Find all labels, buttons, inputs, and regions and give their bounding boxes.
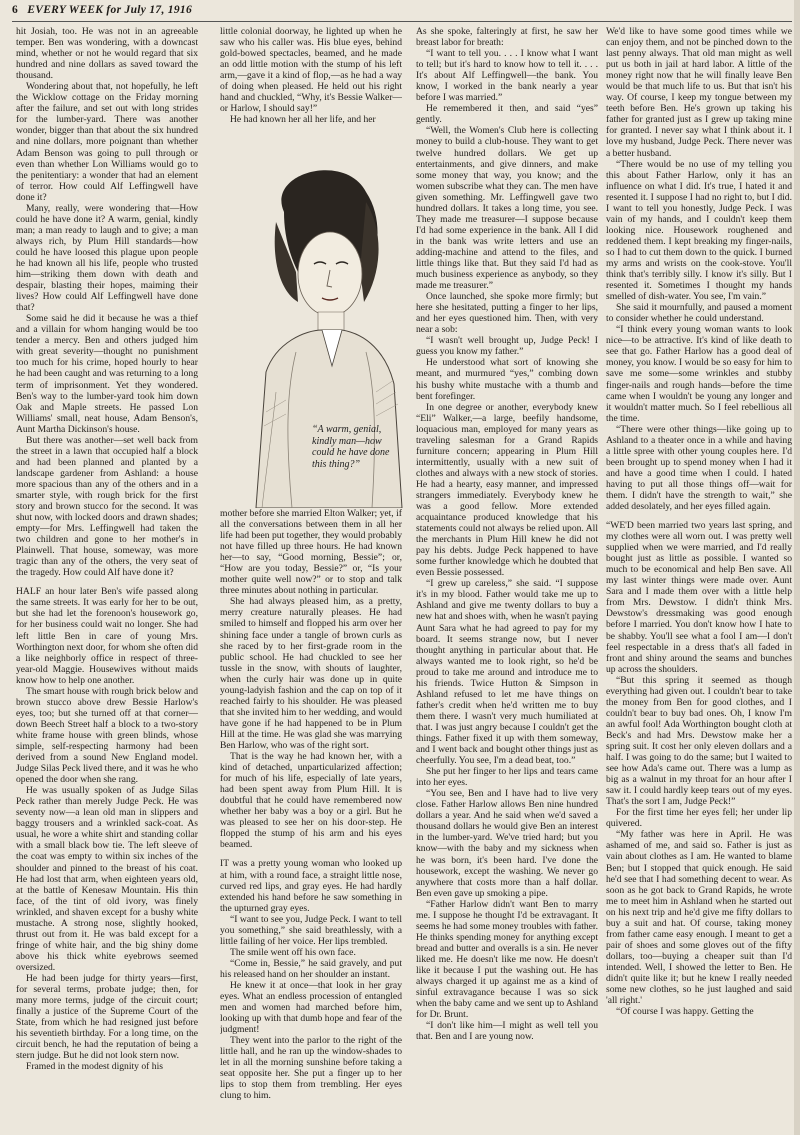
section-start-paragraph: IT was a pretty young woman who looked up at him, with a round face, a straight little nose, curved red lips, and gray eyes. He had hardly extended his hand before he saw something in the upturned gray eyes. (220, 858, 402, 914)
column-1 (16, 26, 198, 1131)
paragraph: “Of course I was happy. Getting the (616, 1006, 754, 1018)
page-number: 6 (12, 4, 19, 16)
paragraph: She said it mournfully, and paused a moment to consider whether he could understand. (606, 302, 792, 325)
paragraph: “Well, the Women's Club here is collecting money to build a club-house. They want to get twelve hundred dollars. We get up entertainments, and give dinners, and make some money that way, you know; and the women subscribe what they can. The men have given something. Mr. Leffingwell gave two hundred dollars. It takes a long time, you see. They made me treasurer—I suppose because I'd had some experience in the bank. All I did in the bank was write letters and use an adding-machine and attend to the files, and little things like that. But they said I'd had as much business experience as anybody, so they made me treasurer.” (416, 125, 598, 292)
illustration-caption: “A warm, genial, kindly man—how could he have done this thing?” (312, 424, 390, 470)
paragraph: Some said he did it because he was a thief and a villain for whom hanging would be too tender a mercy. Ben and others judged him with great severity—thought no punishment too much for his crime, hoped hourly to hear he had been caught and was returning to a long term of imprisonment. Yet they wondered. Ben's way to the lumber-yard took him down Oak and Maple streets. He passed Lon Williams' small, neat house, Adam Benson's, Aunt Martha Dickinson's house. (16, 313, 198, 435)
column-4 (606, 26, 792, 1131)
paragraph: mother before she married Elton Walker; yet, if all the conversations between them in all her life had been put together, they would probably not have filled up three hours. He had known her—to say, “Good morning, Bessie”; or, “How are you today, Bessie?” or, “Is your mother quite well now?” or to stop and talk three minutes about nothing in particular. (220, 508, 402, 597)
paragraph: “I think every young woman wants to look nice—to be attractive. It's kind of like death to see that go. Father Harlow has a good deal of money, you know. I would be so easy for him to save me some—some wrinkles and stubby finger-nails and rough hands—before the time came when I wouldn't be young any longer and it wouldn't matter much. So I feel rebellious all the time. (606, 324, 792, 424)
paragraph: They went into the parlor to the right of the little hall, and he ran up the window-shades to let in all the morning sunshine before taking a seat opposite her. She put a finger up to her lips to stop them from trembling. Her eyes clung to him. (220, 1035, 402, 1102)
paragraph: She put her finger to her lips and tears came into her eyes. (416, 766, 598, 789)
paragraph: In one degree or another, everybody knew “Eli” Walker,—a large, beefily handsome, loquacious man, employed for many years as traveling salesman for a Grand Rapids furniture concern; appearing in Plum Hill intermittently, usually with a new suit of clothes and always with a new stock of stories. He had a hearty, easy manner, and impressed strangers immediately. Everybody knew he was a good fellow. More extended acquaintance produced knowledge that his statements could not always be relied upon. All the merchants in Plum Hill knew he did not pay his debts. Judge Peck happened to have some further knowledge which he doubted that even Bessie possessed. (416, 401, 598, 579)
paragraph: He had known her all her life, and her (230, 114, 376, 126)
paragraph: Wondering about that, not hopefully, he left the Wicklow cottage on the Friday morning after the failure, and set out with long strides for the lumber-yard. There was another wonder, bigger than that about the six hundred and nine dollars, more poignant than whether Adam Benson was going to pull through or even than whether Lon Williams would go to the penitentiary: a wonder that had an element of terror. How could Alf Leffingwell have done it? (16, 81, 198, 203)
page-header (12, 4, 792, 20)
paragraph: As she spoke, falteringly at first, he saw her breast labor for breath: (416, 26, 598, 49)
paragraph: “There were other things—like going up to Ashland to a theater once in a while and having a little spree with other young couples here. I'd been brought up to spend money when I had it and have a good time when I could. I hated having to put all those things off—wait for them. I didn't have the strength to wait,” she added desolately, and her eyes filled again. (606, 423, 792, 513)
paragraph: “I don't like him—I might as well tell you that. Ben and I are young now. (416, 1020, 598, 1043)
paragraph: Once launched, she spoke more firmly; but here she hesitated, putting a finger to her lips, and her eyes questioned him. Then, with very near a sob: (416, 291, 598, 336)
paragraph: “Father Harlow didn't want Ben to marry me. I suppose he thought I'd be extravagant. It seems he had some money troubles with father. He thinks spending money for anything except bread and butter and overalls is a sin. He never liked me. He doesn't like me now. He doesn't like it because I put the washing out. He has always charged it up against me as a kind of sinful extravagance because I was so sick when the baby came and we sent up to Ashland for Dr. Brunt. (416, 898, 598, 1021)
paragraph: “I want to tell you. . . . I know what I want to tell; but it's hard to know how to tell it. . . . It's about Alf Leffingwell—the bank. You know, I worked in the bank nearly a year before I was married.” (416, 48, 598, 104)
paragraph: She had always pleased him, as a pretty, merry creature naturally pleases. He had smiled to himself and flopped his arm over her shining face under a tangle of brown curls as she raced by to her first-grade room in the public school. He had chuckled to see her tussle in the snow, with shouts of laughter, when the curly hair was done up in quite young-ladyish fashion and the cap on top of it reached fairly to his shoulder. He was pleased that she invited him to her wedding, and would have gone if he had happened to be in Plum Hill at the time. He was glad she was marrying Ben Harlow, who was of the right sort. (220, 596, 402, 751)
paragraph: For the first time her eyes fell; her under lip quivered. (606, 807, 792, 830)
paragraph: hit Josiah, too. He was not in an agreeable temper. Ben was wondering, with a downcast mind, whether or not he would regard that six hundred and nine dollars as saved toward the thousand. (16, 26, 198, 82)
column-3 (416, 26, 598, 1131)
paragraph: He understood what sort of knowing she meant, and murmured “yes,” combing down his bushy white mustache with a thumb and bent forefinger. (416, 357, 598, 402)
running-title: EVERY WEEK for July 17, 1916 (27, 4, 193, 16)
header-rule (12, 21, 792, 22)
paragraph: “My father was here in April. He was ashamed of me, and said so. Father is just as vain about clothes as I am. He wanted to blame Ben; but I stopped that quick enough. He said he'd see that I had something decent to wear. As soon as he got back to Grand Rapids, he wrote me to meet him in Ashland when he started out on his next trip and he'd give me fifty dollars to buy a suit and hat. Of course, taking money from father came easy enough. I meant to get a pair of shoes and some gloves out of the fifty dollars, too—buying a cheaper suit than I'd intended. Well, I showed the letter to Ben. He didn't quite like it; but he knew I really needed some new clothes, so he just laughed and said 'all right.' (606, 829, 792, 1007)
paragraph: He was usually spoken of as Judge Silas Peck rather than merely Judge Peck. He was seventy now—a lean old man in slippers and baggy trousers and a wrinkled sack-coat. As usual, he wore a white shirt and standing collar with a small black bow tie. The left sleeve of the coat was empty to within six inches of the shoulder and pinned to the breast of his coat. He had lost that arm, when eighteen years old, at the battle of Kenesaw Mountain. His thin face, of the tint of old ivory, was finely wrinkled, and shaven except for a bushy white mustache. A strong nose, slightly hooked, thrust out from it. He was bald except for a fringe of white hair, and the big shiny dome above his thick white eyebrows seemed oversized. (16, 785, 198, 973)
page-edge (794, 0, 800, 1135)
paragraph: But there was another—set well back from the street in a lawn that occupied half a block and had been planned and planted by a landscape gardener from Ashland: a house more spacious than any of the others and in a smarter style, with rough brick for the first story and brown stucco for the second. It was shut now, with locked doors and drawn shades; empty—for Mrs. Leffingwell had taken the two children and gone to her mother's in Plainwell. That house, someway, was more tragic than any of the others, the very seat of the tragedy. How could Alf have done it? (16, 434, 198, 579)
paragraph: Framed in the modest dignity of his (26, 1061, 163, 1073)
paragraph: “You see, Ben and I have had to live very close. Father Harlow allows Ben nine hundred dollars a year. And he said when we'd saved a thousand dollars he would give Ben an interest in the lumber-yard. We've tried hard; but you know—with the baby and my sickness when he was born, it's been hard. I've done the housework, except the washing. We never go anywhere that costs more than a half dollar. Ben even gave up smoking a pipe. (416, 788, 598, 899)
column-2 (220, 508, 402, 1131)
paragraph: We'd like to have some good times while we can enjoy them, and not be pinched down to the last penny always. That old man might as well put us both in jail at hard labor. A little of the money right now that he will finally leave Ben would be that much life to us. But that isn't his way. Of course, I keep my tongue between my teeth before Ben. He's grown up taking his father for granted just as I grew up taking mine for granted. I never say what I think about it. I love my husband, Judge Peck. There never was a better husband. (606, 26, 792, 159)
paragraph: Many, really, were wondering that—How could he have done it? A warm, genial, kindly man; a man ready to laugh and to give; a man always rich, by Plum Hill standards—how could he have loosed this plague upon people he had known all his life, people who trusted him—striking them down with death and despair, blasting their hopes, maiming their lives? How could Alf Leffingwell have done that? (16, 202, 198, 314)
paragraph: The smile went off his own face. (230, 946, 356, 958)
column-2-top (220, 26, 402, 150)
paragraph: That is the way he had known her, with a kind of detached, unparticularized affection; for much of his life, especially of late years, had been spent away from Plum Hill. It is doubtful that he could have remembered now whether her baby was a boy or a girl. But he was pleased to see her on his door-step. He flopped the stump of his arm and his eyes beamed. (220, 751, 402, 851)
paragraph: “I want to see you, Judge Peck. I want to tell you something,” she said breathlessly, with a little failing of her voice. Her lips trembled. (220, 913, 402, 947)
paragraph: He remembered it then, and said “yes” gently. (416, 103, 598, 126)
paragraph: He knew it at once—that look in her gray eyes. What an endless procession of entangled men and women had marched before him, looking up with that dumb hope and fear of the judgment! (220, 979, 402, 1036)
paragraph: “Come in, Bessie,” he said gravely, and put his released hand on her shoulder an instant. (220, 957, 402, 980)
paragraph: little colonial doorway, he lighted up when he saw who his caller was. His blue eyes, behind gold-bowed spectacles, beamed, and he made an odd little motion with the stump of his left arm,—gave it a kind of flop,—as he had a way of doing when pleased. He held out his right hand and chuckled, “Why, it's Bessie Walker—or Harlow, I should say!” (220, 26, 402, 115)
paragraph: “I wasn't well brought up, Judge Peck! I guess you know my father.” (416, 335, 598, 358)
paragraph: “But this spring it seemed as though everything had given out. I couldn't bear to take the money from Ben for good clothes, and I couldn't bear to buy bad ones. Oh, I know I'm an awful fool! Ada Worthington bought cloth at Beck's and had Mrs. Dewstow make her a spring suit. It cost her only eleven dollars and a half. I was going to do the same; but I waited to see how Ada's came out. There was a lump as big as a walnut in my throat for an hour after I saw it. I could hardly keep tears out of my eyes. That's the sort I am, Judge Peck!” (606, 674, 792, 808)
paragraph: “There would be no use of my telling you this about Father Harlow, only it has an influence on what I did. It's true, I hated it and resented it. I suppose I had no right to, but I did. I want to tell you honestly, Judge Peck. I was vain of my hands, and I couldn't keep them looking nice. Housework roughened and reddened them. I kept breaking my finger-nails, so I had to cut them down to the quick. I burned my arms and wrists on the cook-stove. You'll think that's terribly silly. I know it's silly. But I resented it. Sometimes I thought my hands smelled of dish-water. You see, I'm vain.” (606, 158, 792, 303)
section-start-paragraph: HALF an hour later Ben's wife passed along the same streets. It was early for her to be out, but she had let the forenoon's housework go, for her business could wait no longer. She had left little Ben in care of young Mrs. Worthington next door, for whom she often did a like neighborly office in respect of three-year-old Maggie. Housewives without maids know how to help one another. (16, 586, 198, 686)
section-start-paragraph: “WE'D been married two years last spring, and my clothes were all worn out. I was pretty well supplied when we were married, and I'd really bought just as little as possible. I wanted so much to be economical and help Ben save. All my last winter things were made over. Aunt Sara and I made them over with a little help from Mrs. Dewstow. I didn't think Mrs. Dewstow's dressmaking was good enough before I married. You don't know how I hate to be shabby. You'll see what a fool I am—I don't feel respectable in a dress that's all faded in front and shiny around the seams and bunches up across the shoulders. (606, 520, 792, 675)
paragraph: The smart house with rough brick below and brown stucco above drew Bessie Harlow's eyes, too; but she turned off at that corner—down Beech Street half a block to a two-story white frame house with green blinds, whose simple, self-respecting harmony had been derived from a sound New England model. Judge Silas Peck lived there, and it was he who opened the door when she rang. (16, 685, 198, 786)
paragraph: He had been judge for thirty years—first, for several terms, probate judge; then, for many more terms, judge of the circuit court; finally a justice of the Supreme Court of the State, from which he had resigned just before his seventieth birthday. For a long time, on the circuit bench, he had the reputation of being a stern judge. But he did not look stern now. (16, 972, 198, 1062)
paragraph: “I grew up careless,” she said. “I suppose it's in my blood. Father would take me up to Ashland and give me twenty dollars to buy a new hat and shoes with, when he wasn't paying Aunt Sara what he had agreed to pay for my board. It seems strange now, but I never thought anything in particular about that. He always wanted me to look right, so he'd be proud to take me around and introduce me to his friends. Twice Hutton & Simpson in Ashland refused to let me have things on father's credit when he'd written me to buy them there. I wasn't very much humiliated at that. I was just angry because I couldn't get the things. Father fixed it up with them someway, and I went back and bought other things just as cheerfully. You see, I'm a dead beat, too.” (416, 578, 598, 767)
